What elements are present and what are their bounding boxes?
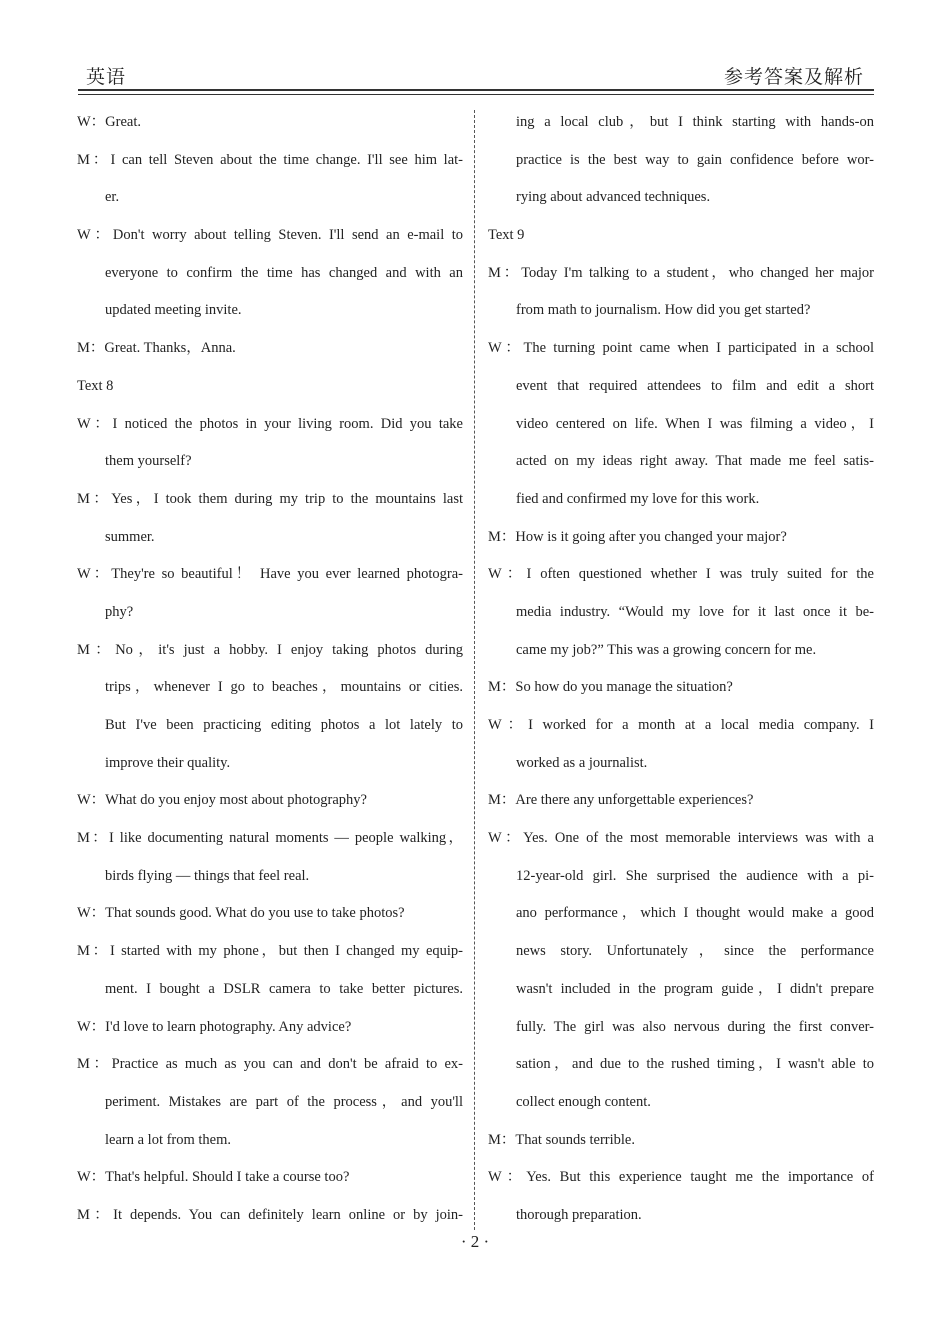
text-line: W：I often questioned whether I was truly suited for the [488,566,874,583]
text-line: M：Are there any unforgettable experiences? [488,792,754,809]
text-line: W：Yes. But this experience taught me the importance of [488,1169,874,1186]
text-line: M：Practice as much as you can and don't be afraid to ex- [77,1056,463,1073]
text-line: er. [105,189,120,206]
text-line: Text 8 [77,377,114,394]
text-line: W：The turning point came when I participated in a school [488,340,874,357]
text-line: acted on my ideas right away. That made me feel satis- [516,453,874,470]
text-line: W：I worked for a month at a local media company. I [488,717,874,733]
text-line: came my job?” This was a growing concern for me. [516,641,817,658]
text-line: ment. I bought a DSLR camera to take better pictures. [105,980,463,997]
text-line: Text 9 [488,227,525,244]
text-line: them yourself? [105,453,192,470]
column-divider [474,110,475,1230]
text-line: everyone to confirm the time has changed and with an [105,264,463,281]
text-line: phy? [105,603,134,620]
text-line: M：That sounds terrible. [488,1131,635,1148]
text-line: But I've been practicing editing photos a lot lately to [105,717,463,733]
text-line: W：That sounds good. What do you use to take photos? [77,905,405,922]
text-line: W：I'd love to learn photography. Any advice? [77,1018,352,1035]
text-line: learn a lot from them. [105,1131,232,1148]
text-line: rying about advanced techniques. [516,189,711,206]
text-line: updated meeting invite. [105,302,242,319]
text-line: trips，whenever I go to beaches，mountains or cities. [105,679,463,696]
text-line: W：Don't worry about telling Steven. I'll send an e-mail to [77,227,463,244]
text-line: thorough preparation. [516,1206,642,1223]
text-line: sation，and due to the rushed timing，I wasn't able to [516,1056,874,1073]
text-line: W：That's helpful. Should I take a course too? [77,1169,350,1186]
text-line: practice is the best way to gain confidence before wor- [516,151,874,168]
text-line: ano performance，which I thought would make a good [516,905,874,922]
left-column [77,104,463,1235]
text-line: news story. Unfortunately，since the performance [516,943,874,960]
header-section-title: 参考答案及解析 [723,67,864,88]
text-line: improve their quality. [105,754,231,771]
text-line: M：It depends. You can definitely learn online or by join- [77,1206,463,1223]
text-line: M：No，it's just a hobby. I enjoy taking photos during [77,641,463,658]
text-line: fully. The girl was also nervous during the first conver- [516,1018,874,1035]
text-line: M：I started with my phone，but then I changed my equip- [77,943,463,960]
text-line: M：How is it going after you changed your major? [488,528,787,545]
text-line: fied and confirmed my love for this work. [516,490,760,507]
text-line: W：What do you enjoy most about photography? [77,792,367,809]
text-line: W：They're so beautiful！ Have you ever learned photogra- [77,566,463,583]
text-line: periment. Mistakes are part of the process，and you'll [105,1093,463,1110]
text-line: 12-year-old girl. She surprised the audience with a pi- [516,867,874,884]
text-line: worked as a journalist. [516,754,648,771]
text-line: M：I can tell Steven about the time change. I'll see him lat- [77,151,463,168]
right-column [488,104,874,1235]
text-line: W：Yes. One of the most memorable interviews was with a [488,830,874,847]
text-line: event that required attendees to film and edit a short [516,377,874,394]
text-line: M：Today I'm talking to a student，who changed her major [488,264,874,281]
text-line: M：Yes，I took them during my trip to the mountains last [77,490,463,507]
text-line: media industry. “Would my love for it last once it be- [516,603,874,620]
text-line: wasn't included in the program guide，I didn't prepare [516,980,874,997]
page-number: · 2 · [460,1232,490,1251]
text-line: W：Great. [77,114,142,130]
header-rule-thin [78,94,874,95]
text-line: summer. [105,528,155,545]
text-line: video centered on life. When I was filming a video，I [516,415,874,432]
text-line: collect enough content. [516,1093,651,1110]
header-rule-thick [78,89,874,91]
text-line: M：Great. Thanks，Anna. [77,340,236,357]
header-subject: 英语 [86,67,127,88]
text-line: M：I like documenting natural moments — people walking， [77,830,463,847]
text-line: birds flying — things that feel real. [105,867,310,884]
text-line: ing a local club，but I think starting with hands-on [516,114,874,130]
text-line: from math to journalism. How did you get started? [516,302,811,319]
text-line: W：I noticed the photos in your living room. Did you take [77,415,463,432]
text-line: M：So how do you manage the situation? [488,679,733,696]
